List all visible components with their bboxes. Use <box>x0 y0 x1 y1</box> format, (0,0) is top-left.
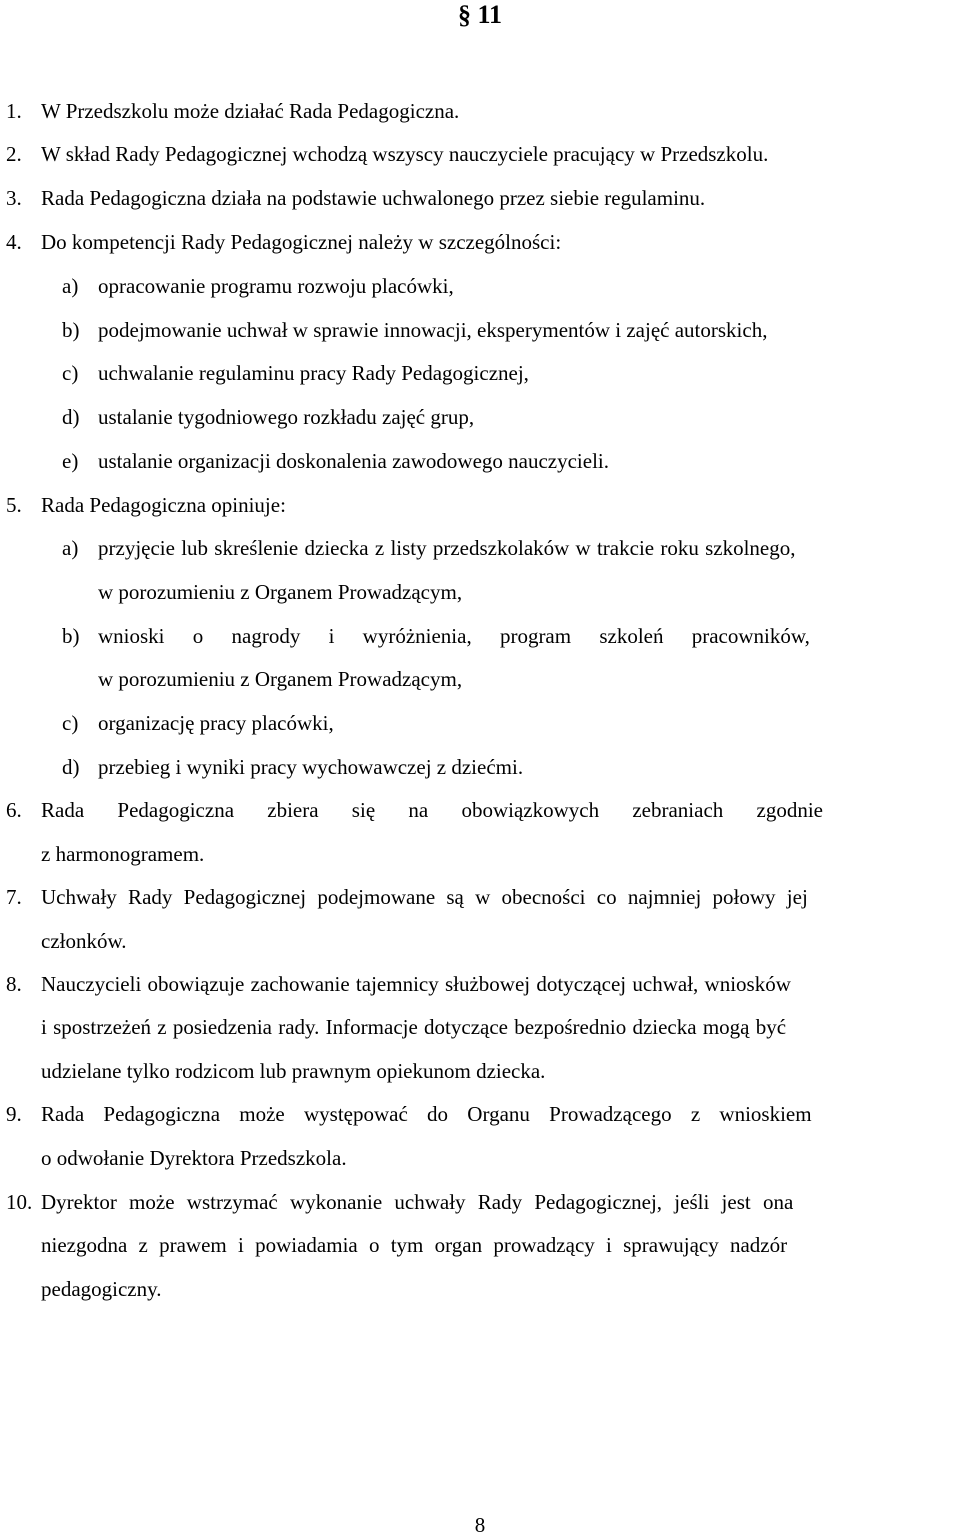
item-text-line-1: Rada Pedagogiczna zbiera się na obowiązkowych zebraniach zgodnie <box>41 798 823 822</box>
item-text: W skład Rady Pedagogicznej wchodzą wszyscy nauczyciele pracujący w Przedszkolu. <box>41 142 769 166</box>
sub-item-text-line-1: przyjęcie lub skreślenie dziecka z listy przedszkolaków w trakcie roku szkolnego, <box>98 536 796 560</box>
item-text-line-2: z harmonogramem. <box>41 842 205 866</box>
sub-item-text: podejmowanie uchwał w sprawie innowacji, eksperymentów i zajęć autorskich, <box>98 318 768 342</box>
item-number: 4. <box>6 230 22 254</box>
item-number: 7. <box>6 885 22 909</box>
section-heading: § 11 <box>457 0 503 29</box>
sub-item-text-line-2: w porozumieniu z Organem Prowadzącym, <box>98 580 463 604</box>
item-text: W Przedszkolu może działać Rada Pedagogiczna. <box>41 99 460 123</box>
item-number: 3. <box>6 186 22 210</box>
item-text: Rada Pedagogiczna działa na podstawie uchwalonego przez siebie regulaminu. <box>41 186 706 210</box>
page-number: 8 <box>474 1513 486 1537</box>
item-number: 2. <box>6 142 22 166</box>
sub-item-letter: e) <box>62 449 79 473</box>
sub-item-text: ustalanie organizacji doskonalenia zawodowego nauczycieli. <box>98 449 609 473</box>
item-text-line-1: Nauczycieli obowiązuje zachowanie tajemnicy służbowej dotyczącej uchwał, wniosków <box>41 972 791 996</box>
item-number: 8. <box>6 972 22 996</box>
sub-item-text: przebieg i wyniki pracy wychowawczej z dziećmi. <box>98 755 524 779</box>
sub-item-text: organizację pracy placówki, <box>98 711 334 735</box>
item-number: 10. <box>6 1190 33 1214</box>
sub-item-text-line-1: wnioski o nagrody i wyróżnienia, program szkoleń pracowników, <box>98 624 810 648</box>
item-text-line-2: o odwołanie Dyrektora Przedszkola. <box>41 1146 347 1170</box>
item-text: Rada Pedagogiczna opiniuje: <box>41 493 286 517</box>
sub-item-letter: a) <box>62 274 79 298</box>
sub-item-text: ustalanie tygodniowego rozkładu zajęć grup, <box>98 405 475 429</box>
item-number: 6. <box>6 798 22 822</box>
item-text-line-3: pedagogiczny. <box>41 1277 162 1301</box>
sub-item-text-line-2: w porozumieniu z Organem Prowadzącym, <box>98 667 463 691</box>
sub-item-letter: b) <box>62 624 80 648</box>
sub-item-letter: d) <box>62 405 80 429</box>
sub-item-text: uchwalanie regulaminu pracy Rady Pedagogicznej, <box>98 361 529 385</box>
sub-item-letter: c) <box>62 711 79 735</box>
item-text-line-2: niezgodna z prawem i powiadamia o tym organ prowadzący i sprawujący nadzór <box>41 1233 788 1257</box>
item-number: 5. <box>6 493 22 517</box>
sub-item-letter: c) <box>62 361 79 385</box>
item-text-line-2: i spostrzeżeń z posiedzenia rady. Informacje dotyczące bezpośrednio dziecka mogą być <box>41 1015 787 1039</box>
sub-item-letter: a) <box>62 536 79 560</box>
item-text-line-1: Rada Pedagogiczna może występować do Organu Prowadzącego z wnioskiem <box>41 1102 812 1126</box>
sub-item-letter: d) <box>62 755 80 779</box>
item-text-line-2: członków. <box>41 929 127 953</box>
item-text: Do kompetencji Rady Pedagogicznej należy w szczególności: <box>41 230 562 254</box>
item-text-line-3: udzielane tylko rodzicom lub prawnym opiekunom dziecka. <box>41 1059 546 1083</box>
item-number: 9. <box>6 1102 22 1126</box>
item-text-line-1: Uchwały Rady Pedagogicznej podejmowane są w obecności co najmniej połowy jej <box>41 885 808 909</box>
sub-item-letter: b) <box>62 318 80 342</box>
item-number: 1. <box>6 99 22 123</box>
item-text-line-1: Dyrektor może wstrzymać wykonanie uchwały Rady Pedagogicznej, jeśli jest ona <box>41 1190 794 1214</box>
sub-item-text: opracowanie programu rozwoju placówki, <box>98 274 454 298</box>
